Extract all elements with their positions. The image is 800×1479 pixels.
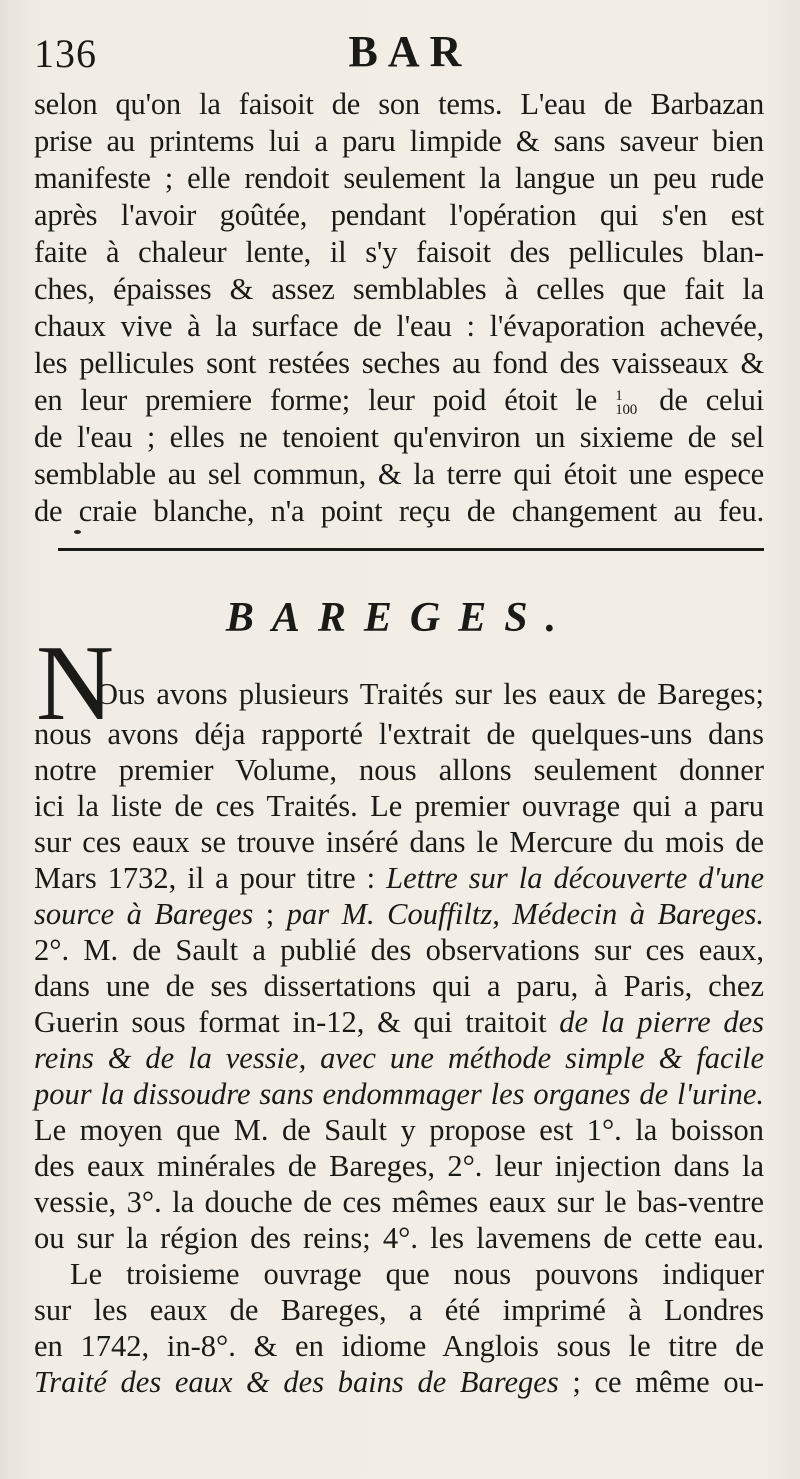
drop-cap: N: [36, 624, 114, 743]
italic-title-segment: Lettre sur la découverte d'une: [386, 861, 765, 895]
text-segment: Mars 1732, il a pour titre :: [34, 861, 376, 895]
text-line: selon qu'on la faisoit de son tems. L'eau de Barbazan: [34, 87, 764, 121]
fraction-denominator: 100: [615, 402, 638, 418]
italic-text-line: pour la dissoudre sans endommager les organes de l'urine.: [34, 1077, 764, 1111]
text-line: Ous avons plusieurs Traités sur les eaux de Bareges;: [96, 677, 764, 711]
text-line: prise au printems lui a paru limpide & sans saveur bien: [34, 124, 764, 158]
text-line: manifeste ; elle rendoit seulement la langue un peu rude: [34, 161, 764, 195]
text-segment: ; ce même ou-: [572, 1365, 764, 1399]
text-line: ici la liste de ces Traités. Le premier ouvrage qui a paru: [34, 789, 764, 823]
text-line-mixed: [34, 860, 764, 896]
italic-title-segment: source à Bareges: [34, 897, 254, 931]
text-line: en 1742, in-8°. & en idiome Anglois sous le titre de: [34, 1329, 764, 1363]
fraction: [615, 389, 641, 417]
running-head: BAR: [348, 27, 472, 76]
text-line: ches, épaisses & assez semblables à celles que fait la: [34, 272, 764, 306]
text-segment: en leur premiere forme; leur poid étoit le: [34, 383, 598, 417]
section-title: BAREGES.: [225, 595, 575, 641]
text-line: Le moyen que M. de Sault y propose est 1°. la boisson: [34, 1113, 764, 1147]
text-line: semblable au sel commun, & la terre qui étoit une espece: [34, 457, 764, 491]
text-line: sur ces eaux se trouve inséré dans le Mercure du mois de: [34, 825, 764, 859]
italic-text-line: reins & de la vessie, avec une méthode simple & facile: [34, 1041, 764, 1075]
text-line: faite à chaleur lente, il s'y faisoit des pellicules blan-: [34, 235, 764, 269]
text-line: après l'avoir goûtée, pendant l'opération qui s'en est: [34, 198, 764, 232]
text-line: sur les eaux de Bareges, a été imprimé à Londres: [34, 1293, 764, 1327]
text-line-fraction: [34, 382, 764, 418]
text-line-mixed: [34, 1364, 764, 1400]
page-header: [30, 26, 770, 82]
text-line-mixed: [34, 896, 764, 932]
text-line: notre premier Volume, nous allons seulement donner: [34, 753, 764, 787]
text-line: nous avons déja rapporté l'extrait de quelques-uns dans: [34, 717, 764, 751]
text-line: chaux vive à la surface de l'eau : l'évaporation achevée,: [34, 309, 764, 343]
italic-title-segment: de la pierre des: [559, 1005, 765, 1039]
ink-speck: [74, 530, 81, 534]
text-line: de l'eau ; elles ne tenoient qu'environ un sixieme de sel: [34, 420, 764, 454]
italic-author-segment: par M. Couffiltz, Médecin à Bareges.: [286, 897, 764, 931]
text-line: vessie, 3°. la douche de ces mêmes eaux sur le bas-ventre: [34, 1185, 764, 1219]
fraction-numerator: 1: [615, 388, 623, 404]
italic-title-segment: Traité des eaux & des bains de Bareges: [34, 1365, 559, 1399]
text-line: les pellicules sont restées seches au fond des vaisseaux &: [34, 346, 764, 380]
text-line: 2°. M. de Sault a publié des observations sur ces eaux,: [34, 933, 764, 967]
section-divider-rule: [58, 548, 764, 551]
text-line-indented: Le troisieme ouvrage que nous pouvons indiquer: [70, 1257, 764, 1291]
text-line: des eaux minérales de Bareges, 2°. leur injection dans la: [34, 1149, 764, 1183]
text-line: de craie blanche, n'a point reçu de changement au feu.: [34, 494, 764, 528]
text-segment: ;: [253, 897, 287, 931]
text-segment: Guerin sous format in-12, & qui traitoit: [34, 1005, 547, 1039]
text-segment: de celui: [659, 383, 764, 417]
text-line: dans une de ses dissertations qui a paru, à Paris, chez: [34, 969, 764, 1003]
text-line: ou sur la région des reins; 4°. les lavemens de cette eau.: [34, 1221, 764, 1255]
page-number: 136: [34, 31, 97, 76]
text-line-mixed: [34, 1004, 764, 1040]
